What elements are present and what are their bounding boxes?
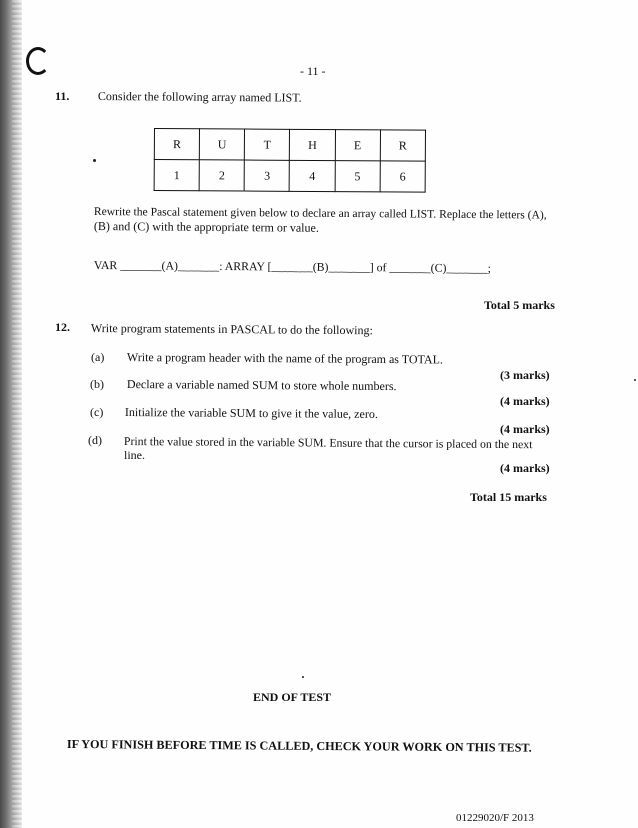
array-index-cell: 3	[244, 160, 289, 191]
question-12-part-a-label: (a)	[91, 350, 105, 364]
stray-dot	[93, 159, 96, 162]
question-12-part-a-text: Write a program header with the name of the program as TOTAL.	[126, 350, 444, 367]
array-letter-cell: T	[245, 129, 290, 160]
question-12-part-b-text: Declare a variable named SUM to store whole numbers.	[126, 377, 397, 394]
punch-hole-mark	[26, 47, 50, 75]
time-check-notice: IF YOU FINISH BEFORE TIME IS CALLED, CHECK YOUR WORK ON THIS TEST.	[66, 737, 532, 755]
question-12-part-b-marks: (4 marks)	[500, 394, 550, 408]
array-index-cell: 5	[335, 161, 380, 192]
array-list-table	[154, 128, 426, 193]
question-12-part-b-label: (b)	[90, 377, 104, 391]
array-index-row	[154, 160, 425, 193]
question-12-part-d-label: (d)	[88, 433, 102, 447]
question-12-part-a-marks: (3 marks)	[500, 368, 550, 382]
end-of-test-heading: END OF TEST	[253, 690, 332, 704]
question-12-part-c-label: (c)	[90, 405, 104, 419]
array-letter-cell: R	[380, 130, 425, 161]
question-12-part-d-text-line-2: line.	[124, 448, 145, 462]
question-12-total: Total 15 marks	[470, 490, 547, 504]
array-index-cell: 6	[380, 161, 425, 192]
question-12-number: 12.	[55, 320, 70, 334]
array-letter-cell: R	[154, 129, 199, 160]
array-letter-cell: U	[199, 129, 244, 160]
array-letter-cell: H	[290, 129, 335, 160]
array-index-cell: 2	[199, 160, 244, 191]
question-12-part-d-text-line-1: Print the value stored in the variable SUM. Ensure that the cursor is placed on the next	[123, 434, 533, 452]
page-number: - 11 -	[300, 64, 326, 78]
end-of-test-dot	[302, 676, 304, 678]
array-index-cell: 4	[290, 160, 335, 191]
question-11-instruction-line-2: (B) and (C) with the appropriate term or value.	[93, 219, 319, 235]
question-12-part-c-marks: (4 marks)	[500, 422, 550, 436]
question-11-total: Total 5 marks	[484, 298, 555, 312]
question-11-prompt: Consider the following array named LIST.	[97, 89, 302, 105]
question-11-number: 11.	[55, 89, 70, 103]
exam-code: 01229020/F 2013	[456, 812, 534, 824]
question-11-instruction-line-1: Rewrite the Pascal statement given below to declare an array called LIST. Replace the letters (A),	[93, 205, 547, 222]
array-letter-cell: E	[335, 130, 380, 161]
scanned-binding-edge	[0, 0, 22, 828]
question-12-prompt: Write program statements in PASCAL to do the following:	[90, 321, 373, 338]
pascal-array-declaration: VAR _______(A)_______: ARRAY [_______(B)_______] of _______(C)_______;	[93, 258, 492, 276]
right-margin-dot	[634, 379, 636, 381]
question-12-part-c-text: Initialize the variable SUM to give it the value, zero.	[124, 405, 378, 421]
array-index-cell: 1	[154, 160, 199, 191]
question-12-part-d-marks: (4 marks)	[500, 461, 550, 475]
array-letter-row	[154, 129, 425, 162]
